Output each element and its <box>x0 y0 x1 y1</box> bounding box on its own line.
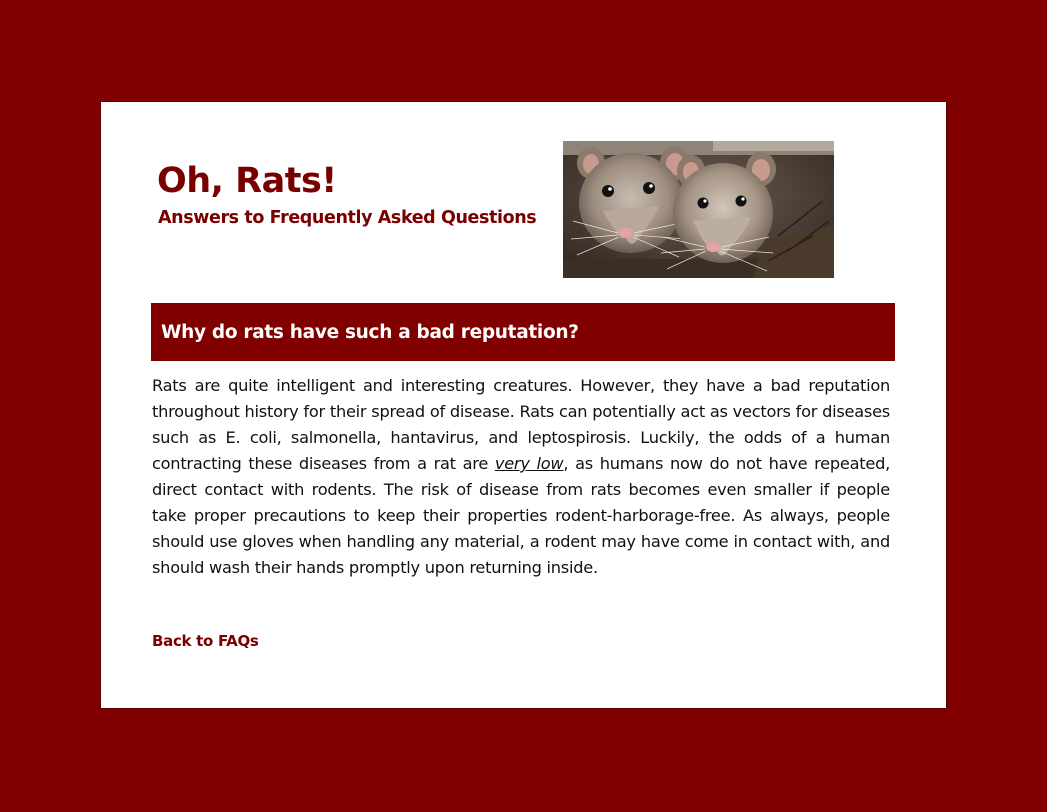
page-title: Oh, Rats! <box>157 161 337 201</box>
answer-emphasis: very low <box>494 454 564 473</box>
page-subtitle: Answers to Frequently Asked Questions <box>158 208 537 228</box>
question-heading: Why do rats have such a bad reputation? <box>161 321 579 343</box>
faq-card <box>100 101 947 709</box>
back-to-faqs-link[interactable]: Back to FAQs <box>152 632 259 650</box>
answer-paragraph <box>152 373 890 581</box>
question-banner <box>151 303 895 361</box>
rats-photo <box>563 141 834 278</box>
answer-text-end: , as humans now do not have repeated, direct contact with rodents. The risk of disease from rats becomes even smaller if people take proper precautions to keep their properties rodent-harborage-free. As always, people should use gloves when handling any material, a rodent may have come in contact with, and should wash their hands promptly upon returning inside. <box>152 454 891 577</box>
answer-text-start: Rats are quite intelligent and interesting creatures. However, they have a bad reputation throughout history for their spread of disease. Rats can potentially act as vectors for diseases such as E. coli, salmonella, hantavirus, and leptospirosis. Luckily, the odds of a human contracting these diseases from a rat are <box>152 376 890 473</box>
